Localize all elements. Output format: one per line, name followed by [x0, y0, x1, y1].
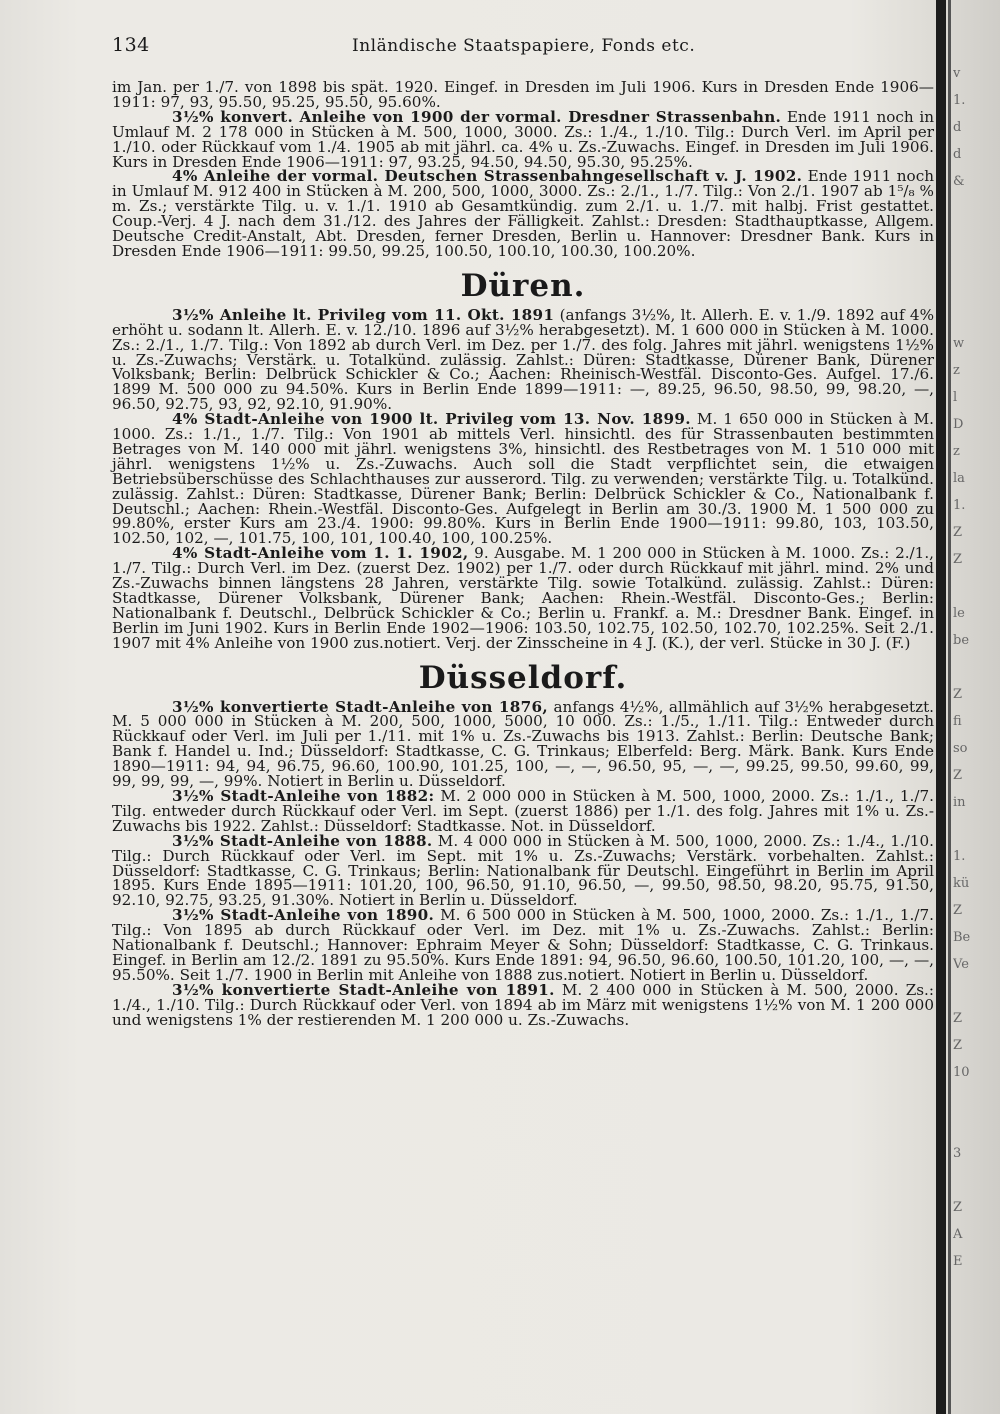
bleed-fragment: be [953, 633, 970, 648]
bleed-fragment [953, 1329, 1000, 1356]
bleed-fragment: Be [953, 930, 971, 945]
bleed-fragment [953, 573, 1000, 600]
duesseldorf-entry-5 [112, 980, 934, 1029]
bleed-fragment: Ve [953, 957, 969, 972]
bleed-fragment: Z [953, 1200, 963, 1215]
bleed-fragment: Z [953, 687, 963, 702]
page-number: 134 [112, 34, 150, 56]
bleed-fragment: le [953, 606, 965, 621]
bleed-fragment: kü [953, 876, 970, 891]
dresden-entry-1 [112, 107, 934, 171]
bleed-fragment [953, 1113, 1000, 1140]
bleed-fragment: 3 [953, 1146, 962, 1161]
duesseldorf-entry-2-text: M. 2 000 000 in Stücken à M. 500, 1000, 2000. Zs.: 1./1., 1./7. Tilg. entweder durch Rückkauf oder Verl. im Sept. (zuerst 1886) per 1./1. des folg. Jahres mit 1% u. Zs.-Zuwachs bis 1922. Zahlst.: Düsseldorf: Stadtkasse. Not. in Düsseldorf. [112, 786, 934, 835]
dueren-entry-3-text: 9. Ausgabe. M. 1 200 000 in Stücken à M. 1000. Zs.: 2./1., 1./7. Tilg.: Durch Verl. im Dez. (zuerst Dez. 1902) per 1./7. oder durch Rückkauf mit jährl. mind. 2% und Zs.-Zuwachs binnen längstens 28 Jahren, verstärkte Tilg. sowie Totalkünd. zulässig. Zahlst.: Düren: Stadtkasse, Dürener Volksbank, Dürener Bank; Aachen: Rhein.-Westfäl. Disconto-Ges.; Berlin: Nationalbank f. Deutschl., Delbrück Schickler & Co.; Berlin u. Frankf. a. M.: Dresdner Bank. Eingef. in Berlin im Juni 1902. Kurs in Berlin Ende 1902—1906: 103.50, 102.75, 102.50, 102.70, 102.25%. Seit 2./1. 1907 mit 4% Anleihe von 1900 zus.notiert. Verj. der Zinsscheine in 4 J. (K.), der verl. Stücke in 30 J. (F.) [112, 544, 934, 652]
bleed-fragment [953, 1275, 1000, 1302]
page-header [112, 34, 932, 64]
bleed-fragment [953, 1302, 1000, 1329]
bleed-fragment: E [953, 1254, 963, 1269]
bleed-fragment: d [953, 147, 962, 162]
book-gutter [936, 0, 946, 1414]
heading-duesseldorf: Düsseldorf. [418, 659, 628, 696]
bleed-fragment [953, 1356, 1000, 1383]
duesseldorf-entry-3-text: M. 4 000 000 in Stücken à M. 500, 1000, 2000. Zs.: 1./4., 1./10. Tilg.: Durch Rückkauf oder Verl. im Sept. mit 1% u. Zs.-Zuwachs; Verstärk. vorbehalten. Zahlst.: Düsseldorf: Stadtkasse, C. G. Trinkaus; Berlin: Nationalbank für Deutschl. Eingeführt in Berlin im April 1895. Kurs Ende 1895—1911: 101.20, 100, 96.50, 91.10, 96.50, —, 99.50, 98.50, 98.20, 95.75, 91.50, 92.10, 92.75, 93.25, 91.30%. Notiert in Berlin u. Düsseldorf. [112, 831, 934, 910]
duesseldorf-entry-1 [112, 697, 935, 791]
running-title: Inländische Staatspapiere, Fonds etc. [352, 36, 696, 56]
dueren-entry-2 [112, 412, 934, 546]
dresden-entry-1-text: Ende 1911 noch in Umlauf M. 2 178 000 in Stücken à M. 500, 1000, 3000. Zs.: 1./4., 1./10. Tilg.: Durch Verl. im April per 1./10. oder Rückkauf vom 1./4. 1905 ab mit jährl. ca. 4% u. Zs.-Zuwachs. Eingef. in Dresden im Juli 1906. Kurs in Dresden Ende 1906—1911: 97, 93.25, 94.50, 94.50, 95.30, 95.25%. [112, 107, 934, 171]
bleed-fragment: z [953, 444, 960, 459]
duesseldorf-entry-4-title: 3½% Stadt-Anleihe von 1890. [172, 906, 435, 925]
bleed-fragment [953, 1167, 1000, 1194]
bleed-fragment: w [953, 336, 965, 351]
book-gutter-edge [948, 0, 951, 1414]
bleed-fragment: Z [953, 1011, 963, 1026]
bleed-fragment [953, 1383, 1000, 1400]
dueren-entry-3-title: 4% Stadt-Anleihe vom 1. 1. 1902, [172, 544, 469, 563]
bleed-fragment: v [953, 66, 961, 81]
bleed-fragment: d [953, 120, 962, 135]
bleed-fragment: so [953, 741, 968, 756]
bleed-fragment [953, 978, 1000, 1005]
facing-page-bleed [953, 60, 1000, 1400]
bleed-fragment: Z [953, 903, 963, 918]
bleed-fragment: A [953, 1227, 963, 1242]
duesseldorf-entry-1-title: 3½% konvertierte Stadt-Anleihe von 1876, [172, 697, 548, 716]
dresden-entry-2 [112, 169, 934, 258]
dueren-entry-2-title: 4% Stadt-Anleihe von 1900 lt. Privileg vom 13. Nov. 1899. [172, 410, 691, 429]
bleed-fragment: Z [953, 1038, 963, 1053]
bleed-fragment: D [953, 417, 964, 432]
bleed-fragment: Z [953, 768, 963, 783]
bleed-fragment: 1. [953, 93, 966, 108]
dresden-entry-2-title: 4% Anleihe der vormal. Deutschen Strassenbahngesellschaft v. J. 1902. [172, 167, 803, 186]
bleed-fragment [953, 1086, 1000, 1113]
bleed-fragment: Z [953, 552, 963, 567]
duesseldorf-entry-2 [112, 786, 934, 835]
duesseldorf-entry-5-text: M. 2 400 000 in Stücken à M. 500, 2000. Zs.: 1./4., 1./10. Tilg.: Durch Rückkauf oder Verl. von 1894 ab im März mit wenigstens 1½% von M. 1 200 000 und wenigstens 1% der restierenden M. 1 200 000 u. Zs.-Zuwachs. [112, 980, 934, 1029]
dueren-entry-1-text: (anfangs 3½%, lt. Allerh. E. v. 1./9. 1892 auf 4% erhöht u. sodann lt. Allerh. E. v. 12./10. 1896 auf 3½% herabgesetzt). M. 1 600 000 in Stücken à M. 1000. Zs.: 2./1., 1./7. Tilg.: Von 1892 ab durch Verl. im Dez. per 1./7. des folg. Jahres mit jährl. wenigstens 1½% u. Zs.-Zuwachs; Verstärk. u. Totalkünd. zulässig. Zahlst.: Düren: Stadtkasse, Dürener Bank, Dürener Volksbank; Berlin: Delbrück Schickler & Co.; Aachen: Rheinisch-Westfäl. Disconto-Ges. Aufgel. 17./6. 1899 M. 500 000 zu 94.50%. Kurs in Berlin Ende 1899—1911: —, 89.25, 96.50, 98.50, 99, 98.20, —, 96.50, 92.75, 93, 92, 92.10, 91.90%. [112, 305, 934, 414]
bleed-fragment: Z [953, 525, 963, 540]
duesseldorf-entry-4 [112, 908, 934, 983]
bleed-fragment [953, 654, 1000, 681]
bleed-fragment [953, 222, 1000, 249]
heading-dueren: Düren. [460, 267, 586, 304]
bleed-fragment: l [953, 390, 958, 405]
bleed-fragment: 1. [953, 849, 966, 864]
duesseldorf-entry-3-title: 3½% Stadt-Anleihe von 1888. [172, 831, 433, 850]
bleed-fragment: 10 [953, 1065, 970, 1080]
bleed-fragment: & [953, 174, 965, 189]
bleed-fragment [953, 276, 1000, 303]
duesseldorf-entry-5-title: 3½% konvertierte Stadt-Anleihe von 1891. [172, 980, 555, 999]
bleed-fragment [953, 195, 1000, 222]
bleed-fragment: fi [953, 714, 962, 729]
dresden-entry-2-text: Ende 1911 noch in Umlauf M. 912 400 in Stücken à M. 200, 500, 1000, 3000. Zs.: 2./1., 1./7. Tilg.: Von 2./1. 1907 ab 1⁵/₈ % m. Zs.; verstärkte Tilg. u. v. 1./1. 1910 ab Gesamtkündig. zum 2./1. u. 1./7. mit halbj. Frist gestattet. Coup.-Verj. 4 J. nach dem 31./12. des Jahres der Fälligkeit. Zahlst.: Dresden: Stadthauptkasse, Allgem. Deutsche Credit-Anstalt, Abt. Dresden, ferner Dresden, Berlin u. Hannover: Dresdner Bank. Kurs in Dresden Ende 1906—1911: 99.50, 99.25, 100.50, 100.10, 100.30, 100.20%. [112, 167, 934, 260]
bleed-fragment [953, 303, 1000, 330]
bleed-fragment [953, 249, 1000, 276]
text-column [112, 80, 934, 1027]
dueren-entry-1-title: 3½% Anleihe lt. Privileg vom 11. Okt. 1891 [172, 305, 555, 324]
bleed-fragment: 1. [953, 498, 966, 513]
duesseldorf-entry-2-title: 3½% Stadt-Anleihe von 1882: [172, 786, 435, 805]
dresden-entry-1-title: 3½% konvert. Anleihe von 1900 der vormal. Dresdner Strassenbahn. [172, 107, 782, 126]
bleed-fragment: z [953, 363, 960, 378]
dueren-entry-1 [112, 305, 934, 414]
bleed-fragment: la [953, 471, 965, 486]
intro-paragraph: im Jan. per 1./7. von 1898 bis spät. 1920. Eingef. in Dresden im Juli 1906. Kurs in Dresden Ende 1906—1911: 97, 93, 95.50, 95.25, 95.50, 95.60%. [112, 78, 934, 111]
bleed-fragment [953, 816, 1000, 843]
duesseldorf-entry-4-text: M. 6 500 000 in Stücken à M. 500, 1000, 2000. Zs.: 1./1., 1./7. Tilg.: Von 1895 ab durch Rückkauf oder Verl. im Dez. mit 1% u. Zs.-Zuwachs. Zahlst.: Berlin: Nationalbank f. Deutschl.; Hannover: Ephraim Meyer & Sohn; Düsseldorf: Stadtkasse, C. G. Trinkaus. Eingef. in Berlin am 12./2. 1891 zu 95.50%. Kurs Ende 1891: 94, 96.50, 96.60, 100.50, 101.20, 100, —, —, 95.50%. Seit 1./7. 1900 in Berlin mit Anleihe von 1888 zus.notiert. Notiert in Berlin u. Düsseldorf. [112, 906, 934, 984]
duesseldorf-entry-3 [112, 831, 934, 910]
dueren-entry-2-text: M. 1 650 000 in Stücken à M. 1000. Zs.: 1./1., 1./7. Tilg.: Von 1901 ab mittels Verl. hinsichtl. des für Strassenbauten bestimmten Betrages von M. 140 000 mit jährl. wenigstens 3%, hinsichtl. des Restbetrages von M. 1 510 000 mit jährl. wenigstens 1½% u. Zs.-Zuwachs. Auch soll die Stadt verpflichtet sein, die etwaigen Betriebsüberschüsse des Schlachthauses zur ausserord. Tilg. zu verwenden; verstärkte Tilg. u. Totalkünd. zulässig. Zahlst.: Düren: Stadtkasse, Dürener Bank; Berlin: Delbrück Schickler & Co., Nationalbank f. Deutschl.; Aachen: Rhein.-Westfäl. Disconto-Ges. Aufgelegt in Berlin am 30./3. 1900 M. 1 500 000 zu 99.80%, erster Kurs am 23./4. 1900: 99.80%. Kurs in Berlin Ende 1900—1911: 99.80, 103, 103.50, 102.50, 102, —, 101.75, 100, 101, 100.40, 100, 100.25%. [112, 410, 935, 548]
duesseldorf-entry-1-text: anfangs 4½%, allmählich auf 3½% herabgesetzt. M. 5 000 000 in Stücken à M. 200, 500, 1000, 5000, 10 000. Zs.: 1./5., 1./11. Tilg.: Entweder durch Rückkauf oder Verl. im Juli per 1./11. mit 1% u. Zs.-Zuwachs bis 1913. Zahlst.: Berlin: Deutsche Bank; Bank f. Handel u. Ind.; Düsseldorf: Stadtkasse, C. G. Trinkaus; Elberfeld: Berg. Märk. Bank. Kurs Ende 1890—1911: 94, 94, 96.75, 96.60, 100.90, 101.25, 100, —, —, 96.50, 95, —, —, 99.25, 99.50, 99.60, 99, 99, 99, 99, —, 99%. Notiert in Berlin u. Düsseldorf. [112, 697, 935, 791]
bleed-fragment: in [953, 795, 966, 810]
dueren-entry-3 [112, 546, 934, 650]
